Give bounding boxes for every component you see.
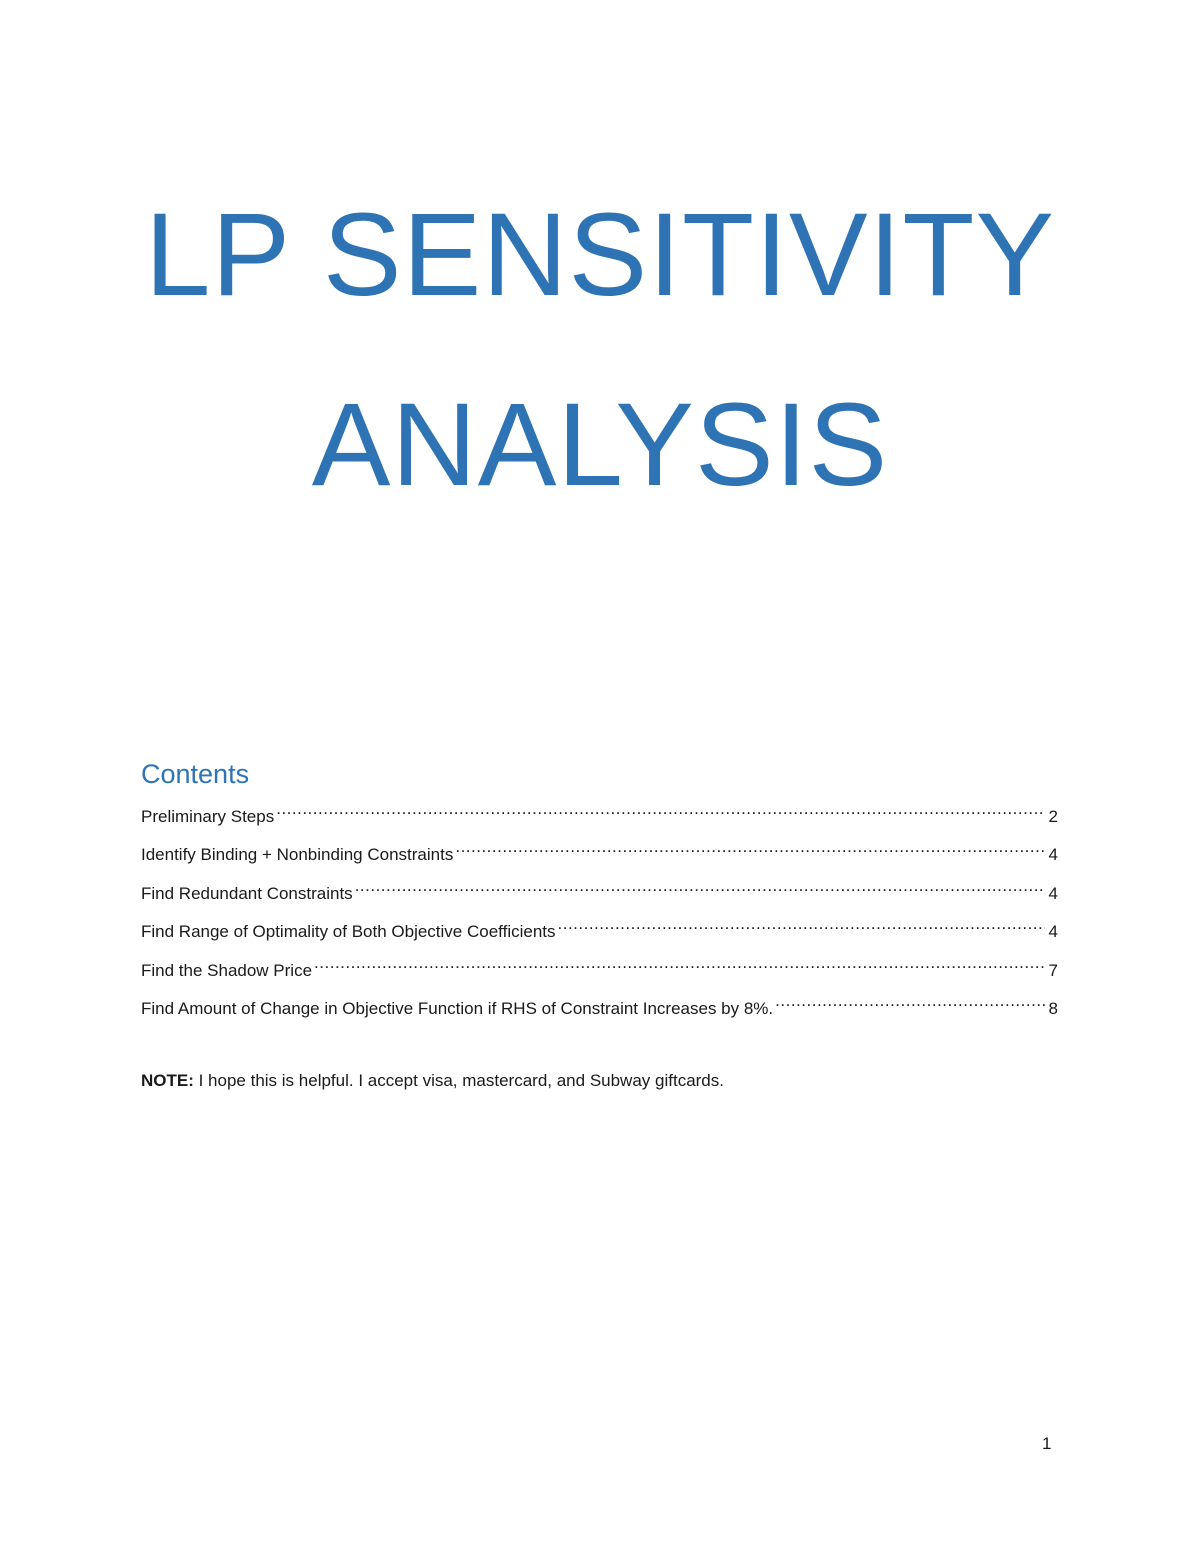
toc-dot-leader <box>455 834 1044 860</box>
toc-entry-label[interactable]: Find Range of Optimality of Both Objective Coefficients <box>141 922 556 942</box>
toc-dot-leader <box>558 911 1045 937</box>
toc-dot-leader <box>314 950 1044 976</box>
toc-heading: Contents <box>141 759 250 789</box>
toc-entry-label[interactable]: Identify Binding + Nonbinding Constraints <box>141 845 454 865</box>
toc-entry-label[interactable]: Find Amount of Change in Objective Function if RHS of Constraint Increases by 8%. <box>141 998 774 1018</box>
toc-entry-page[interactable]: 8 <box>1048 998 1058 1018</box>
toc-dot-leader <box>276 796 1044 822</box>
toc-entry-binding-constraints[interactable] <box>141 834 1058 872</box>
toc-entry-page[interactable]: 4 <box>1048 922 1058 942</box>
toc-entry-page[interactable]: 2 <box>1048 807 1058 826</box>
toc-entry-objective-change[interactable] <box>141 988 1058 1026</box>
toc-entry-page[interactable]: 4 <box>1048 883 1058 903</box>
note-text: I hope this is helpful. I accept visa, mastercard, and Subway giftcards. <box>193 1071 724 1090</box>
toc-entry-label[interactable]: Find the Shadow Price <box>141 960 313 980</box>
toc-dot-leader <box>355 873 1045 899</box>
toc-entry-page[interactable]: 7 <box>1048 960 1058 980</box>
toc-entry-label[interactable]: Preliminary Steps <box>141 807 275 826</box>
toc-entry-page[interactable]: 4 <box>1048 845 1058 865</box>
toc-entry-range-of-optimality[interactable] <box>141 911 1058 949</box>
page-number: 1 <box>1042 1434 1052 1453</box>
toc-entry-label[interactable]: Find Redundant Constraints <box>141 883 353 903</box>
document-title-line-1: LP SENSITIVITY <box>144 189 1056 321</box>
toc-entry-preliminary-steps[interactable] <box>141 796 1058 834</box>
toc-dot-leader <box>775 988 1044 1014</box>
note-label: NOTE: <box>141 1071 194 1090</box>
table-of-contents <box>141 796 1058 1026</box>
toc-entry-redundant-constraints[interactable] <box>141 873 1058 911</box>
toc-entry-shadow-price[interactable] <box>141 950 1058 988</box>
note-paragraph <box>141 1071 724 1091</box>
document-title-line-2: ANALYSIS <box>311 379 889 511</box>
